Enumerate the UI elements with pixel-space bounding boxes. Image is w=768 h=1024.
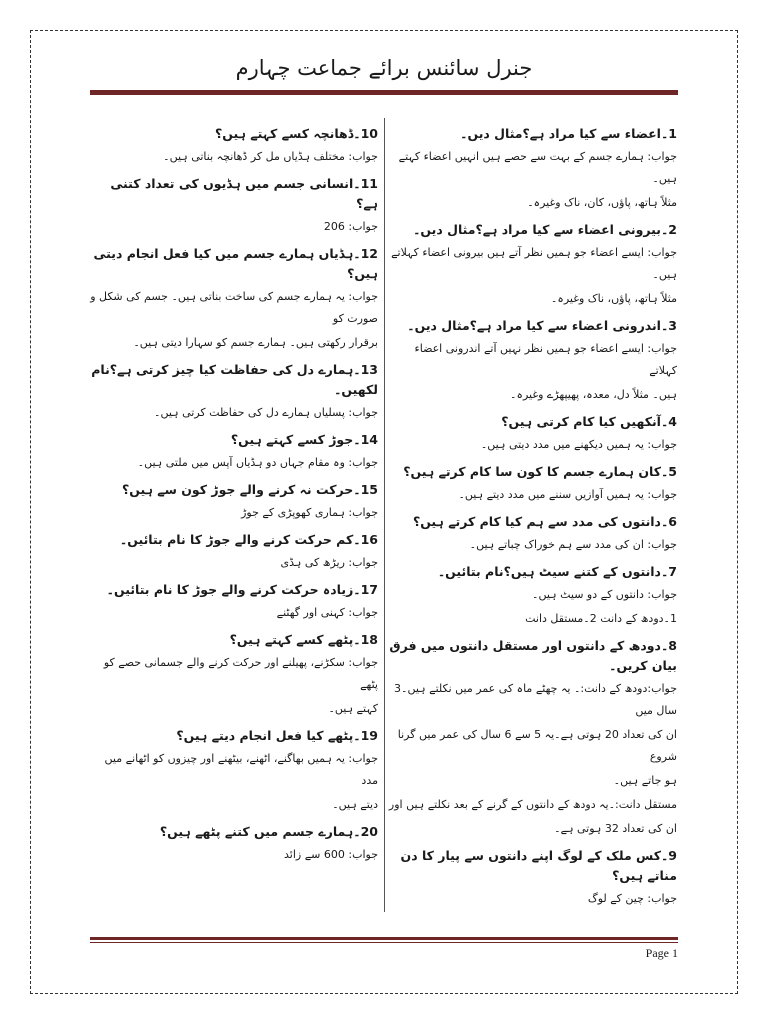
answer-line: مثلاً ہاتھ، پاؤں، کان، ناک وغیرہ۔ <box>527 196 677 209</box>
answer-line: جواب: وہ مقام جہاں دو ہڈیاں آپس میں ملتی ہیں۔ <box>137 456 378 469</box>
question: 18۔پٹھے کسے کہتے ہیں؟ <box>229 632 378 647</box>
question: 10۔ڈھانچہ کسے کہتے ہیں؟ <box>215 126 378 141</box>
question: 3۔اندرونی اعضاء سے کیا مراد ہے؟مثال دیں۔ <box>407 318 677 333</box>
answer-line: دیتے ہیں۔ <box>332 798 378 811</box>
question: 6۔دانتوں کی مدد سے ہم کیا کام کرتے ہیں؟ <box>412 514 677 529</box>
question: 2۔بیرونی اعضاء سے کیا مراد ہے؟مثال دیں۔ <box>413 222 677 237</box>
answer-line: جواب: سکڑنے، پھیلنے اور حرکت کرنے والے جسمانی حصے کو پٹھے <box>103 656 378 691</box>
answer-line: جواب: ایسے اعضاء جو ہمیں نظر آتے ہیں بیرونی اعضاء کہلاتے ہیں۔ <box>391 246 677 281</box>
question: 16۔کم حرکت کرنے والے جوڑ کا نام بتائیں۔ <box>119 532 378 547</box>
answer-line: جواب: ان کی مدد سے ہم خوراک چباتے ہیں۔ <box>469 538 677 551</box>
right-column <box>385 118 677 912</box>
question: 11۔انسانی جسم میں ہڈیوں کی تعداد کتنی ہے؟ <box>110 176 378 211</box>
answer-line: ہو جاتے ہیں۔ <box>613 774 677 787</box>
answer-line: جواب: ہمارے جسم کے بہت سے حصے ہیں انہیں اعضاء کہتے ہیں۔ <box>398 150 677 185</box>
question: 15۔حرکت نہ کرنے والے جوڑ کون سے ہیں؟ <box>122 482 378 497</box>
footer-rule-thin <box>90 942 678 943</box>
question: 20۔ہمارے جسم میں کتنے پٹھے ہیں؟ <box>159 824 378 839</box>
header-rule <box>90 90 678 95</box>
answer-line: کہتے ہیں۔ <box>328 702 378 715</box>
answer-line: جواب:دودھ کے دانت:۔ یہ چھٹے ماہ کی عمر میں نکلتے ہیں۔3 سال میں <box>394 682 677 717</box>
question: 9۔کس ملک کے لوگ اپنے دانتوں سے پیار کا دن مناتے ہیں؟ <box>400 848 677 883</box>
answer-line: جواب: 600 سے زائد <box>284 848 378 861</box>
answer-line: جواب: دانتوں کے دو سیٹ ہیں۔ <box>532 588 677 601</box>
answer-line: جواب: یہ ہمیں دیکھنے میں مدد دیتی ہیں۔ <box>480 438 677 451</box>
answer-line: جواب: ہماری کھوپڑی کے جوڑ <box>241 506 378 519</box>
answer-line: مستقل دانت:۔یہ دودھ کے دانتوں کے گرنے کے بعد نکلتے ہیں اور <box>388 798 677 811</box>
answer-line: جواب: پسلیاں ہمارے دل کی حفاظت کرتی ہیں۔ <box>154 406 378 419</box>
answer-line: برقرار رکھتی ہیں۔ ہمارے جسم کو سہارا دیتی ہیں۔ <box>133 336 378 349</box>
question: 14۔جوڑ کسے کہتے ہیں؟ <box>230 432 378 447</box>
answer-line: جواب: ایسے اعضاء جو ہمیں نظر نہیں آتے اندرونی اعضاء کہلاتے <box>414 342 677 377</box>
footer-rule <box>90 937 678 940</box>
answer-line: 1۔دودھ کے دانت 2۔مستقل دانت <box>525 612 677 625</box>
answer-line: جواب: یہ ہمارے جسم کی ساخت بناتی ہیں۔ جسم کی شکل و صورت کو <box>90 290 378 325</box>
answer-line: جواب: 206 <box>323 220 378 233</box>
question: 7۔دانتوں کے کتنے سیٹ ہیں؟نام بتائیں۔ <box>437 564 677 579</box>
answer-line: جواب: کہنی اور گھٹنے <box>276 606 378 619</box>
answer-line: جواب: مختلف ہڈیاں مل کر ڈھانچہ بناتی ہیں۔ <box>163 150 378 163</box>
left-column <box>88 118 378 868</box>
question: 17۔زیادہ حرکت کرنے والے جوڑ کا نام بتائیں۔ <box>106 582 378 597</box>
answer-line: جواب: ریڑھ کی ہڈی <box>280 556 378 569</box>
question: 12۔ہڈیاں ہمارے جسم میں کیا فعل انجام دیتی ہیں؟ <box>93 246 378 281</box>
page-number: Page 1 <box>645 946 678 960</box>
question: 5۔کان ہمارے جسم کا کون سا کام کرتے ہیں؟ <box>403 464 677 479</box>
question: 19۔پٹھے کیا فعل انجام دیتے ہیں؟ <box>176 728 378 743</box>
answer-line: مثلاً ہاتھ، پاؤں، ناک وغیرہ۔ <box>550 292 677 305</box>
answer-line: ہیں۔ مثلاً دل، معدہ، پھیپھڑے وغیرہ۔ <box>510 388 677 401</box>
answer-line: ان کی تعداد 20 ہوتی ہے۔یہ 5 سے 6 سال کی عمر میں گرنا شروع <box>397 728 677 763</box>
question: 4۔آنکھیں کیا کام کرتی ہیں؟ <box>501 414 677 429</box>
page-title: جنرل سائنس برائے جماعت چہارم <box>235 56 533 80</box>
question: 8۔دودھ کے دانتوں اور مستقل دانتوں میں فرق بیان کریں۔ <box>389 638 677 673</box>
answer-line: جواب: چین کے لوگ <box>587 892 677 905</box>
answer-line: ان کی تعداد 32 ہوتی ہے۔ <box>554 822 677 835</box>
question: 1۔اعضاء سے کیا مراد ہے؟مثال دیں۔ <box>460 126 677 141</box>
question: 13۔ہمارے دل کی حفاظت کیا چیز کرتی ہے؟نام لکھیں۔ <box>91 362 378 397</box>
answer-line: جواب: یہ ہمیں آوازیں سننے میں مدد دیتے ہیں۔ <box>458 488 677 501</box>
answer-line: جواب: یہ ہمیں بھاگنے، اٹھنے، بیٹھنے اور چیزوں کو اٹھانے میں مدد <box>104 752 378 787</box>
